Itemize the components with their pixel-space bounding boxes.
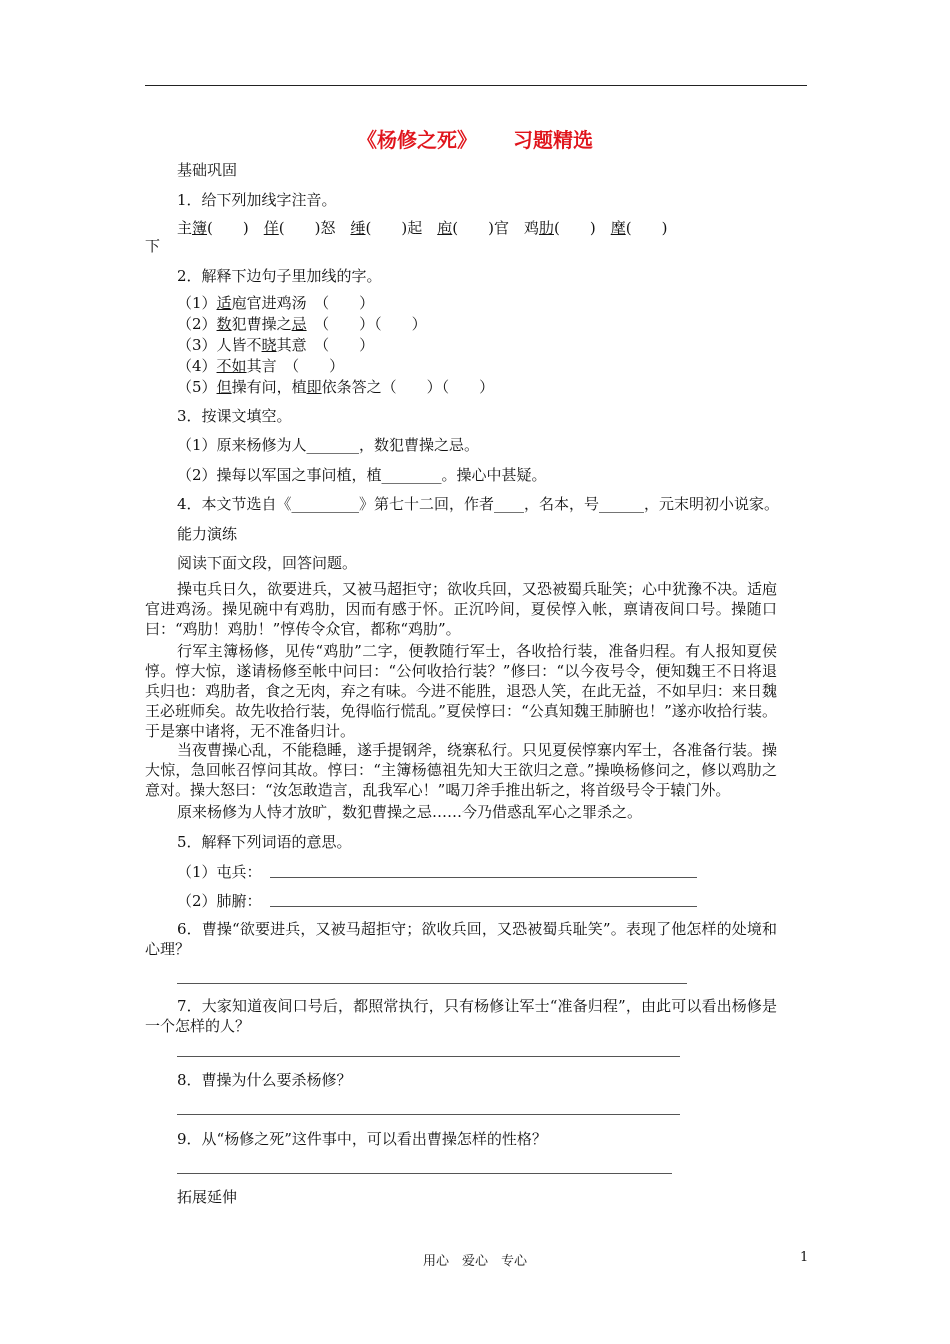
q8-text: 8．曹操为什么要杀杨修？ <box>177 1071 352 1089</box>
q2-text: （1） <box>177 294 217 312</box>
section-basic: 基础巩固 <box>177 161 238 179</box>
q1-blank: ( ) <box>625 219 668 237</box>
q2-item <box>177 377 494 397</box>
passage-p3: 当夜曹操心乱，不能稳睡，遂手提钢斧，绕寨私行。只见夏侯惇寨内军士，各准备行装。操大惊，急回帐召惇问其故。惇曰：“主簿杨德祖先知大王欲归之意。”操唤杨修问之，修以鸡肋之意对。操大怒曰：“汝怎敢造言，乱我军心！”喝刀斧手推出斩之，将首级号令于辕门外。 <box>145 741 778 799</box>
q3-item-1: （1）原来杨修为人_______，数犯曹操之忌。 <box>177 436 480 454</box>
q1-blank: ( )起 <box>365 219 438 237</box>
q2-item <box>177 314 427 334</box>
q1-underlined-char: 簿 <box>192 219 208 237</box>
q2-item <box>177 293 374 313</box>
q4-text: 4．本文节选自《_________》第七十二回，作者____，名本，号______，元末明初小说家。 <box>177 495 780 513</box>
section-extension: 拓展延伸 <box>177 1188 238 1206</box>
q1-blank: ( )怒 <box>278 219 351 237</box>
answer-line[interactable] <box>177 1056 680 1057</box>
answer-line[interactable] <box>177 983 687 984</box>
q2-text: （3）人皆不 <box>177 336 262 354</box>
q1-blank: ( ) <box>207 219 264 237</box>
q2-text: （5） <box>177 378 217 396</box>
q1-blank: ( ) <box>553 219 611 237</box>
q2-underlined-char: 晓 <box>261 336 277 354</box>
q2-item <box>177 356 344 376</box>
q1-underlined-char: 麾 <box>610 219 626 237</box>
q2-underlined-char: 即 <box>306 378 322 396</box>
passage-p1: 操屯兵日久，欲要进兵，又被马超拒守；欲收兵回，又恐被蜀兵耻笑；心中犹豫不决。适庖官进鸡汤。操见碗中有鸡肋，因而有感于怀。正沉吟间，夏侯惇入帐，禀请夜间口号。操随口曰：“鸡肋！鸡肋！”惇传令众官，都称“鸡肋”。 <box>145 580 778 638</box>
q2-prompt: 2．解释下边句子里加线的字。 <box>177 267 382 285</box>
q1-underlined-char: 庖 <box>437 219 453 237</box>
q2-text: （4） <box>177 357 217 375</box>
q1-tail: 下 <box>145 237 161 255</box>
q9-text: 9．从“杨修之死”这件事中，可以看出曹操怎样的性格？ <box>177 1130 547 1148</box>
q2-item <box>177 335 374 355</box>
title-sub: 习题精选 <box>513 128 593 152</box>
q1-prompt: 1．给下列加线字注音。 <box>177 191 337 209</box>
q1-row <box>177 218 667 238</box>
page-number: 1 <box>800 1250 809 1265</box>
q2-blank: 庖官进鸡汤 （ ） <box>231 294 375 312</box>
q1-text: 鸡 <box>523 219 539 237</box>
q5-item-1: （1）屯兵： <box>177 863 262 881</box>
header-rule <box>145 85 807 86</box>
page-footer: 用心 爱心 专心 <box>422 1254 527 1269</box>
q2-underlined-char: 数 <box>216 315 232 333</box>
answer-line[interactable] <box>177 1114 680 1115</box>
q2-blank: （ ）（ ） <box>306 315 427 333</box>
q5-prompt: 5．解释下列词语的意思。 <box>177 833 352 851</box>
q2-underlined-char: 忌 <box>291 315 307 333</box>
q2-underlined-char: 但 <box>216 378 232 396</box>
q5-item-2: （2）肺腑： <box>177 892 262 910</box>
q2-underlined-char: 适 <box>216 294 232 312</box>
answer-line[interactable] <box>177 1173 672 1174</box>
answer-line[interactable] <box>270 906 697 907</box>
q2-text: 犯曹操之 <box>231 315 292 333</box>
section-ability: 能力演练 <box>177 525 238 543</box>
answer-line[interactable] <box>270 877 697 878</box>
passage-p2: 行军主簿杨修，见传“鸡肋”二字，便教随行军士，各收拾行装，准备归程。有人报知夏侯惇。惇大惊，遂请杨修至帐中问曰：“公何收拾行装？”修曰：“以今夜号令，便知魏王不日将退兵归也：鸡肋者，食之无肉，弃之有味。今进不能胜，退恐人笑，在此无益，不如早归：来日魏王必班师矣。故先收拾行装，免得临行慌乱。”夏侯惇曰：“公真知魏王肺腑也！”遂亦收拾行装。于是寨中诸将，无不准备归计。 <box>145 642 777 740</box>
q2-blank: 其言 （ ） <box>246 357 345 375</box>
q2-blank: 依条答之（ ）（ ） <box>321 378 495 396</box>
q2-underlined-char: 不如 <box>216 357 247 375</box>
q1-underlined-char: 佯 <box>263 219 279 237</box>
q1-blank: ( )官 <box>452 219 524 237</box>
q6-text: 6．曹操“欲要进兵，又被马超拒守；欲收兵回，又恐被蜀兵耻笑”。表现了他怎样的处境和心理？ <box>145 920 777 958</box>
page-title <box>0 124 950 153</box>
title-main: 《杨修之死》 <box>357 128 477 152</box>
q2-text: （2） <box>177 315 217 333</box>
q7-text: 7．大家知道夜间口号后，都照常执行，只有杨修让军士“准备归程”，由此可以看出杨修是一个怎样的人？ <box>145 997 777 1035</box>
q1-underlined-char: 肋 <box>538 219 554 237</box>
q2-text: 操有问，植 <box>231 378 307 396</box>
q3-prompt: 3．按课文填空。 <box>177 407 292 425</box>
q3-item-2: （2）操每以军国之事问植，植________。操心中甚疑。 <box>177 466 547 484</box>
q1-underlined-char: 缍 <box>350 219 366 237</box>
reading-prompt: 阅读下面文段，回答问题。 <box>177 554 358 572</box>
q2-blank: 其意 （ ） <box>276 336 375 354</box>
q1-text: 主 <box>177 219 193 237</box>
passage-p4: 原来杨修为人恃才放旷，数犯曹操之忌……今乃借惑乱军心之罪杀之。 <box>177 803 643 821</box>
